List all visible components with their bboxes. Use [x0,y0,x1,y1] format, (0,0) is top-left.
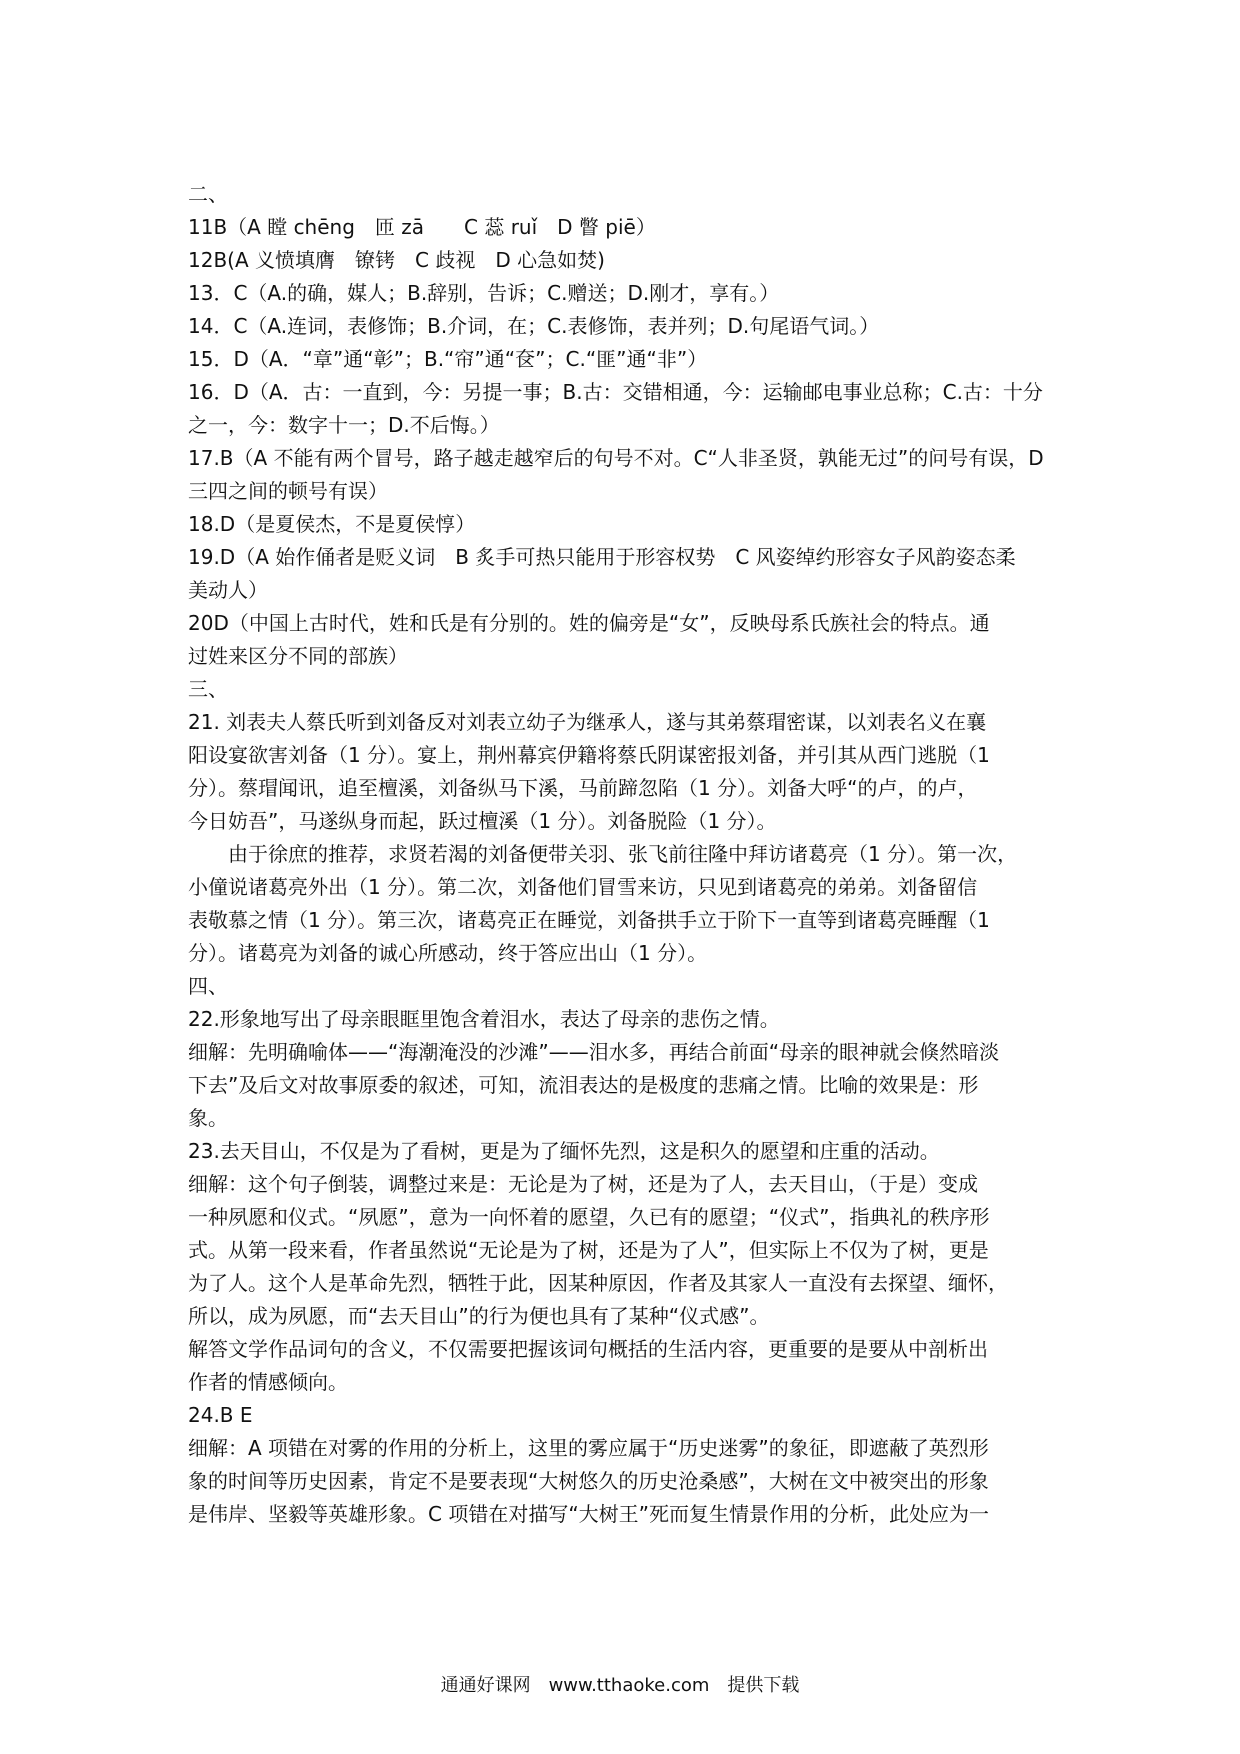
answer-21-line-4: 今日妨吾”，马遂纵身而起，跃过檀溪（1 分）。刘备脱险（1 分）。 [188,809,777,833]
answer-23-explain-line-4: 为了人。这个人是革命先烈，牺牲于此，因某种原因，作者及其家人一直没有去探望、缅怀， [188,1271,1008,1295]
answer-22-explain-line-3: 象。 [188,1106,228,1130]
answer-22: 22.形象地写出了母亲眼眶里饱含着泪水，表达了母亲的悲伤之情。 [188,1007,780,1031]
answer-11: 11B（A 瞠 chēng 匝 zā C 蕊 ruǐ D 瞥 piē） [188,215,656,239]
answer-key-text [188,178,1060,1531]
answer-23: 23.去天目山，不仅是为了看树，更是为了缅怀先烈，这是积久的愿望和庄重的活动。 [188,1139,940,1163]
answer-14: 14．C（A.连词，表修饰；B.介词，在；C.表修饰，表并列；D.句尾语气词。） [188,314,880,338]
answer-24: 24.B E [188,1403,253,1427]
answer-23-explain-line-1: 细解：这个句子倒装，调整过来是：无论是为了树，还是为了人，去天目山，（于是）变成 [188,1172,978,1196]
answer-17-line-2: 三四之间的顿号有误） [188,479,388,503]
answer-12: 12B(A 义愤填膺 镣铐 C 歧视 D 心急如焚) [188,248,605,272]
answer-21-line-3: 分）。蔡瑁闻讯，追至檀溪，刘备纵马下溪，马前蹄忽陷（1 分）。刘备大呼“的卢，的卢， [188,776,978,800]
answer-18: 18.D（是夏侯杰，不是夏侯惇） [188,512,476,536]
answer-13: 13．C（A.的确，媒人；B.辞别，告诉；C.赠送；D.刚才，享有。） [188,281,780,305]
page-footer: 通通好课网 www.tthaoke.com 提供下载 [440,1675,800,1696]
section-heading-3: 三、 [188,677,228,701]
answer-22-explain-line-2: 下去”及后文对故事原委的叙述，可知，流泪表达的是极度的悲痛之情。比喻的效果是：形 [188,1073,979,1097]
answer-21-line-2: 阳设宴欲害刘备（1 分）。宴上，荆州幕宾伊籍将蔡氏阴谋密报刘备，并引其从西门逃脱（1 [188,743,990,767]
answer-17-line-1: 17.B（A 不能有两个冒号，路子越走越窄后的句号不对。C“人非圣贤，孰能无过”的问号有误，D [188,446,1044,470]
answer-23-explain-line-2: 一种夙愿和仪式。“夙愿”，意为一向怀着的愿望，久已有的愿望；“仪式”，指典礼的秩序形 [188,1205,990,1229]
answer-21-para2-line-2: 小僮说诸葛亮外出（1 分）。第二次，刘备他们冒雪来访，只见到诸葛亮的弟弟。刘备留信 [188,875,978,899]
answer-21-line-1: 21. 刘表夫人蔡氏听到刘备反对刘表立幼子为继承人，遂与其弟蔡瑁密谋，以刘表名义在襄 [188,710,987,734]
answer-24-explain-line-3: 是伟岸、坚毅等英雄形象。C 项错在对描写“大树王”死而复生情景作用的分析，此处应为一 [188,1502,990,1526]
answer-22-explain-line-1: 细解：先明确喻体——“海潮淹没的沙滩”——泪水多，再结合前面“母亲的眼神就会倏然暗淡 [188,1040,1000,1064]
answer-23-explain-line-5: 所以，成为夙愿，而“去天目山”的行为便也具有了某种“仪式感”。 [188,1304,770,1328]
answer-21-para2-line-4: 分）。诸葛亮为刘备的诚心所感动，终于答应出山（1 分）。 [188,941,708,965]
answer-23-tip-line-1: 解答文学作品词句的含义，不仅需要把握该词句概括的生活内容，更重要的是要从中剖析出 [188,1337,988,1361]
answer-20-line-1: 20D（中国上古时代，姓和氏是有分别的。姓的偏旁是“女”，反映母系氏族社会的特点。通 [188,611,990,635]
answer-21-para2-line-1: 由于徐庶的推荐，求贤若渴的刘备便带关羽、张飞前往隆中拜访诸葛亮（1 分）。第一次， [228,842,1018,866]
answer-16-line-1: 16．D（A．古：一直到，今：另提一事；B.古：交错相通，今：运输邮电事业总称；C.古：十分 [188,380,1043,404]
answer-19-line-1: 19.D（A 始作俑者是贬义词 B 炙手可热只能用于形容权势 C 风姿绰约形容女子风韵姿态柔 [188,545,1016,569]
answer-23-explain-line-3: 式。从第一段来看，作者虽然说“无论是为了树，还是为了人”，但实际上不仅为了树，更是 [188,1238,989,1262]
answer-15: 15．D（A．“章”通“彰”；B.“帘”通“奁”；C.“匪”通“非”） [188,347,708,371]
section-heading-4: 四、 [188,974,228,998]
answer-23-tip-line-2: 作者的情感倾向。 [188,1370,348,1394]
answer-21-para2-line-3: 表敬慕之情（1 分）。第三次，诸葛亮正在睡觉，刘备拱手立于阶下一直等到诸葛亮睡醒（1 [188,908,990,932]
answer-24-explain-line-2: 象的时间等历史因素，肯定不是要表现“大树悠久的历史沧桑感”，大树在文中被突出的形象 [188,1469,989,1493]
section-heading-2: 二、 [188,182,228,206]
answer-24-explain-line-1: 细解：A 项错在对雾的作用的分析上，这里的雾应属于“历史迷雾”的象征，即遮蔽了英烈形 [188,1436,989,1460]
answer-16-line-2: 之一，今：数字十一；D.不后悔。） [188,413,500,437]
answer-19-line-2: 美动人） [188,578,268,602]
answer-20-line-2: 过姓来区分不同的部族） [188,644,408,668]
